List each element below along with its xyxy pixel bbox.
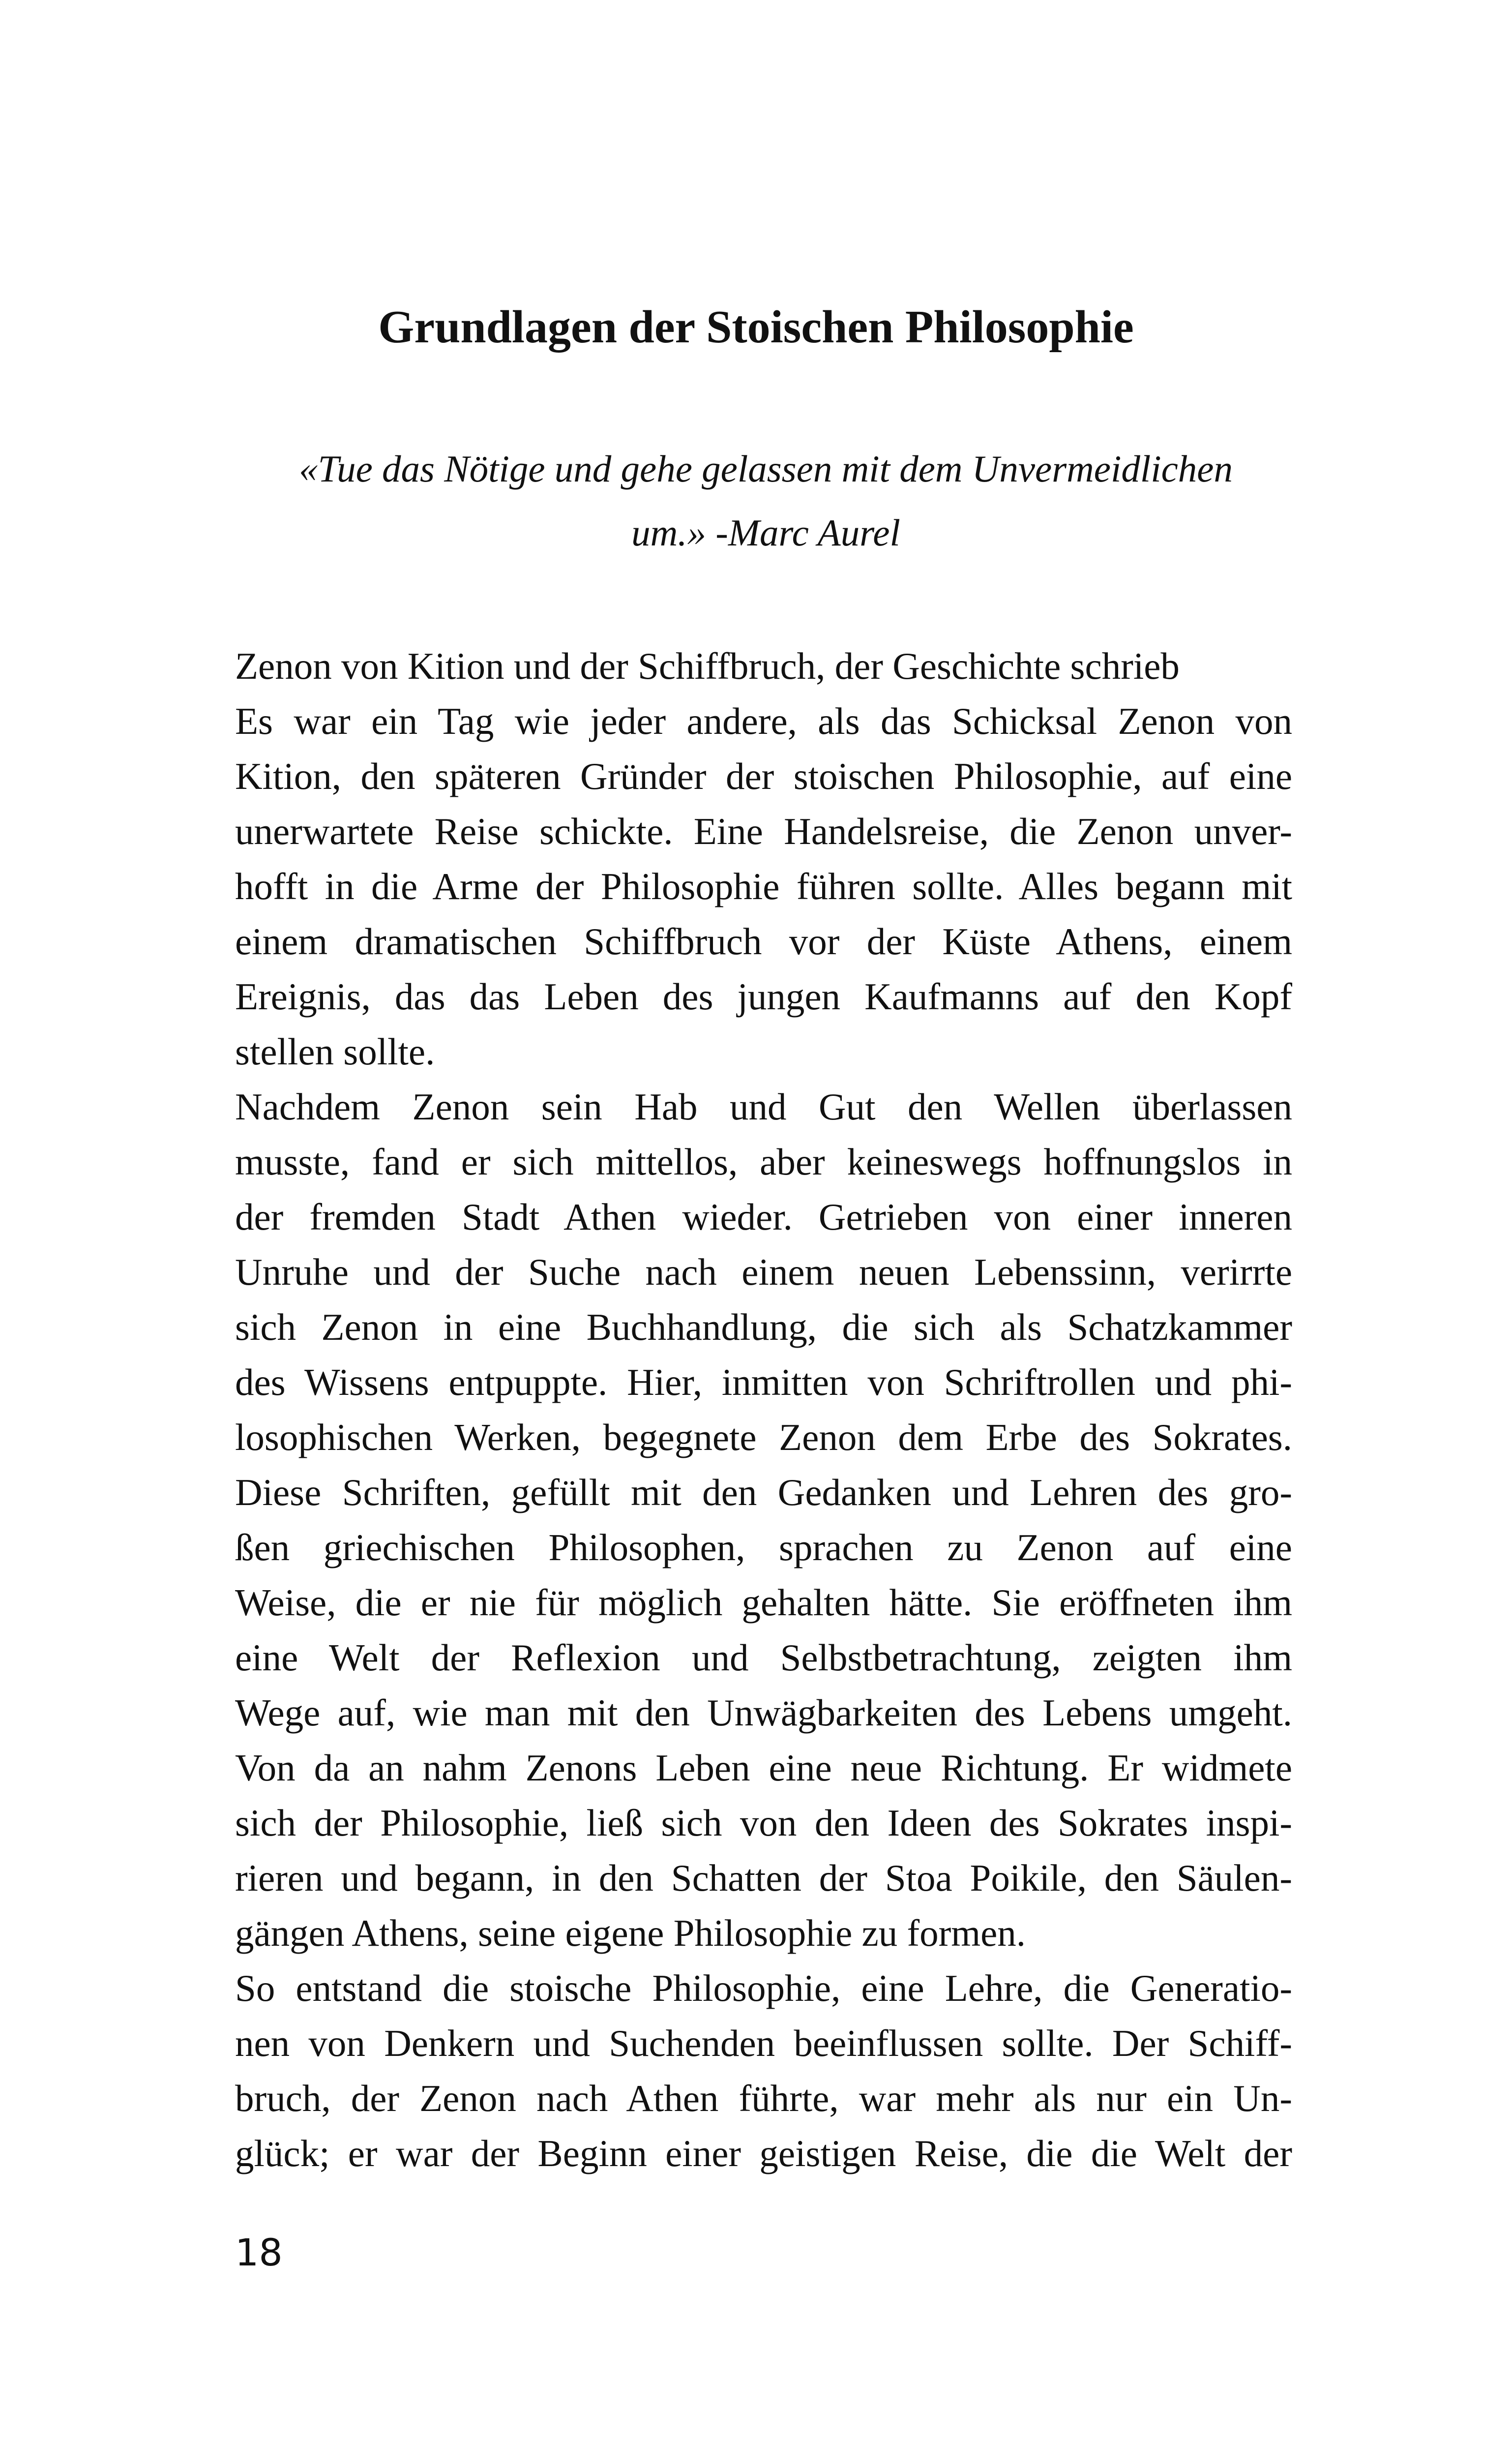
- body-line: der fremden Stadt Athen wieder. Getrieben von einer inneren: [235, 1196, 1292, 1238]
- body-line: sich Zenon in eine Buchhandlung, die sich als Schatzkammer: [235, 1306, 1292, 1348]
- body-line: gängen Athens, seine eigene Philosophie zu formen.: [235, 1912, 1026, 1954]
- body-line: So entstand die stoische Philosophie, eine Lehre, die Generatio-: [235, 1967, 1292, 2009]
- body-line: Kition, den späteren Gründer der stoischen Philosophie, auf eine: [235, 755, 1292, 797]
- body-line: rieren und begann, in den Schatten der Stoa Poikile, den Säulen-: [235, 1857, 1292, 1899]
- epigraph-attribution-line: um.» -Marc Aurel: [631, 512, 900, 554]
- body-line: bruch, der Zenon nach Athen führte, war mehr als nur ein Un-: [235, 2077, 1292, 2119]
- body-line: Es war ein Tag wie jeder andere, als das Schicksal Zenon von: [235, 700, 1292, 742]
- section-subheading: Zenon von Kition und der Schiffbruch, der Geschichte schrieb: [235, 645, 1180, 687]
- body-line: nen von Denkern und Suchenden beeinflussen sollte. Der Schiff-: [235, 2022, 1292, 2064]
- body-line: Diese Schriften, gefüllt mit den Gedanken und Lehren des gro-: [235, 1471, 1292, 1513]
- body-line: Weise, die er nie für möglich gehalten hätte. Sie eröffneten ihm: [235, 1581, 1292, 1624]
- body-line: Nachdem Zenon sein Hab und Gut den Wellen überlassen: [235, 1086, 1292, 1128]
- body-line: losophischen Werken, begegnete Zenon dem Erbe des Sokrates.: [235, 1416, 1292, 1458]
- body-line: Ereignis, das das Leben des jungen Kaufmanns auf den Kopf: [235, 975, 1292, 1018]
- epigraph-line: «Tue das Nötige und gehe gelassen mit dem Unvermeidlichen: [299, 448, 1233, 490]
- body-line: stellen sollte.: [235, 1030, 435, 1073]
- body-line: einem dramatischen Schiffbruch vor der Küste Athens, einem: [235, 920, 1292, 963]
- body-text: [235, 638, 1292, 2181]
- body-line: musste, fand er sich mittellos, aber keineswegs hoffnungslos in: [235, 1141, 1292, 1183]
- body-line: des Wissens entpuppte. Hier, inmitten von Schriftrollen und phi-: [235, 1361, 1292, 1403]
- body-line: unerwartete Reise schickte. Eine Handelsreise, die Zenon unver-: [235, 810, 1292, 852]
- body-line: glück; er war der Beginn einer geistigen Reise, die die Welt der: [235, 2132, 1292, 2174]
- chapter-title: Grundlagen der Stoischen Philosophie: [378, 302, 1134, 353]
- body-line: eine Welt der Reflexion und Selbstbetrachtung, zeigten ihm: [235, 1636, 1292, 1679]
- body-line: sich der Philosophie, ließ sich von den Ideen des Sokrates inspi-: [235, 1802, 1292, 1844]
- page-number: 18: [235, 2231, 283, 2274]
- body-line: Von da an nahm Zenons Leben eine neue Richtung. Er widmete: [235, 1747, 1292, 1789]
- body-line: Unruhe und der Suche nach einem neuen Lebenssinn, verirrte: [235, 1251, 1292, 1293]
- body-line: ßen griechischen Philosophen, sprachen zu Zenon auf eine: [235, 1526, 1292, 1568]
- body-line: Wege auf, wie man mit den Unwägbarkeiten des Lebens umgeht.: [235, 1691, 1292, 1734]
- body-line: hofft in die Arme der Philosophie führen sollte. Alles begann mit: [235, 865, 1292, 907]
- epigraph-quote: [231, 437, 1301, 565]
